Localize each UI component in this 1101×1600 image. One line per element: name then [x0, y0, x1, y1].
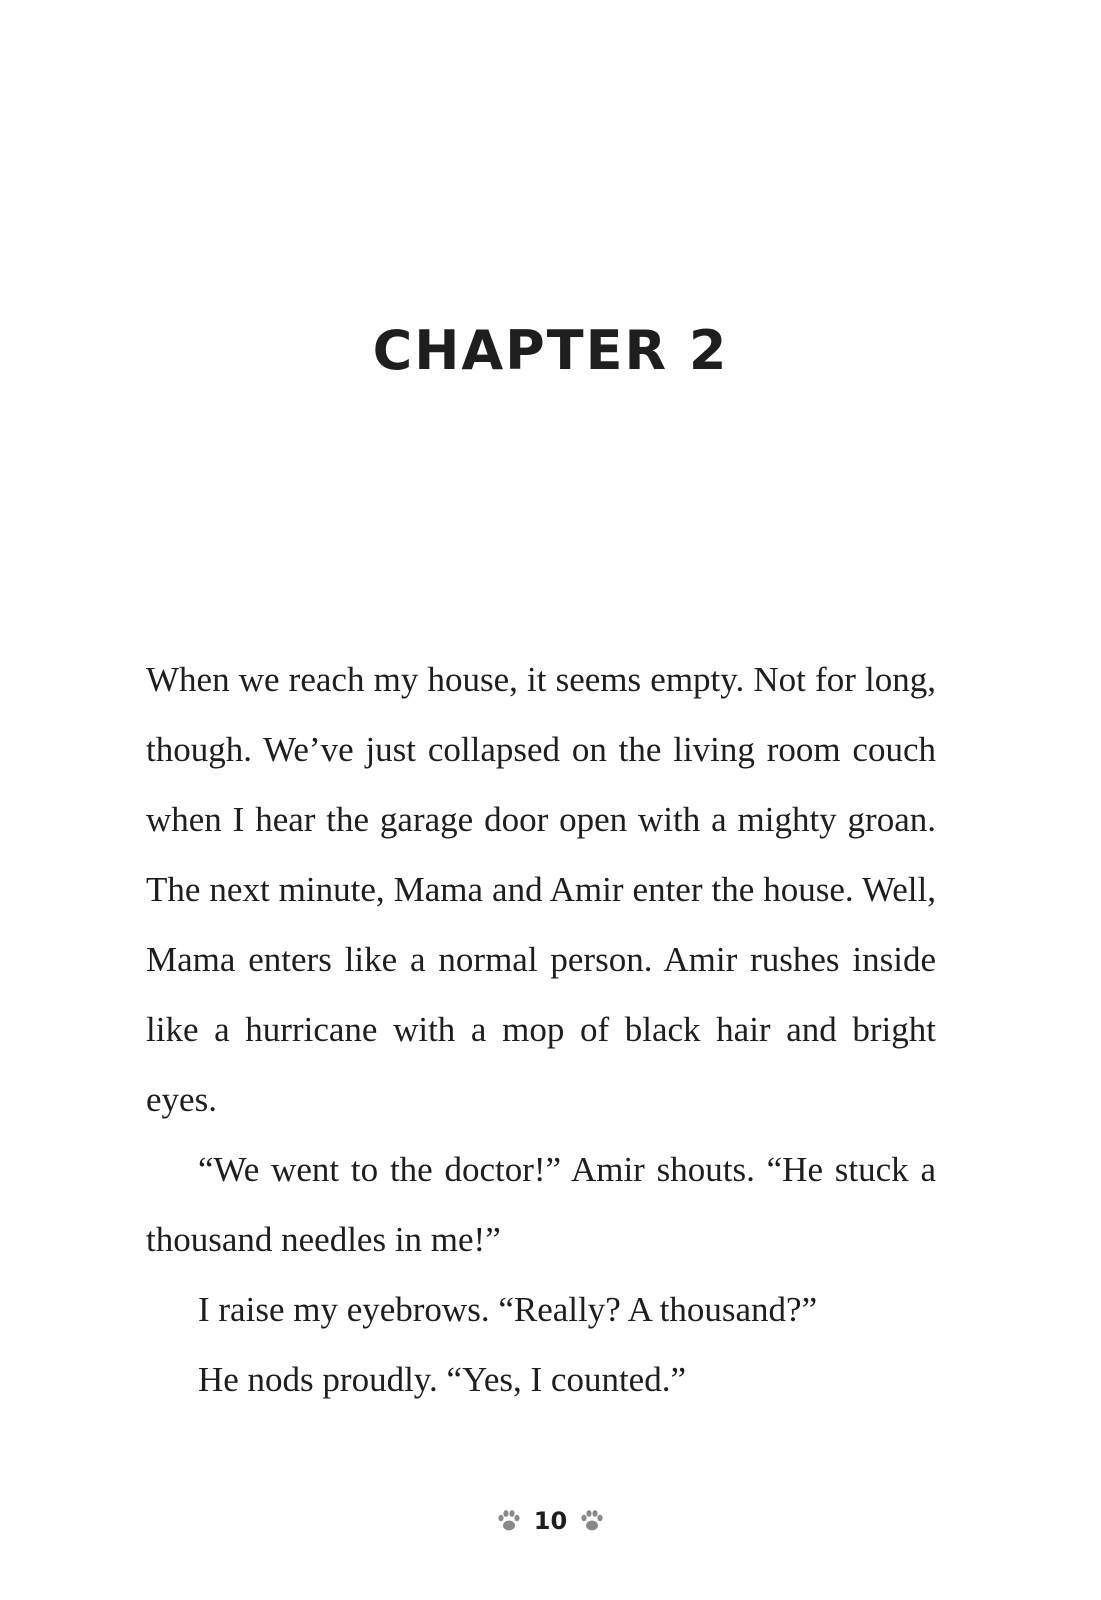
page-footer: [0, 1508, 1101, 1534]
paw-print-icon: [496, 1508, 522, 1534]
paragraph-4: He nods proudly. “Yes, I counted.”: [198, 1360, 686, 1399]
page-number: 10: [533, 1507, 568, 1535]
paw-print-icon: [579, 1508, 605, 1534]
chapter-title: CHAPTER 2: [372, 319, 729, 383]
paragraph-1: When we reach my house, it seems empty. Not for long, though. We’ve just collapsed on the living room couch when I hear the garage door open with a mighty groan. The next minute, Mama and Amir enter the house. Well, Mama enters like a normal person. Amir rushes inside like a hurricane with a mop of black hair and bright eyes.: [146, 660, 936, 1119]
chapter-body: [146, 645, 936, 1415]
paragraph-3: I raise my eyebrows. “Really? A thousand?”: [198, 1290, 818, 1329]
paragraph-2: “We went to the doctor!” Amir shouts. “He stuck a thousand needles in me!”: [146, 1150, 936, 1259]
